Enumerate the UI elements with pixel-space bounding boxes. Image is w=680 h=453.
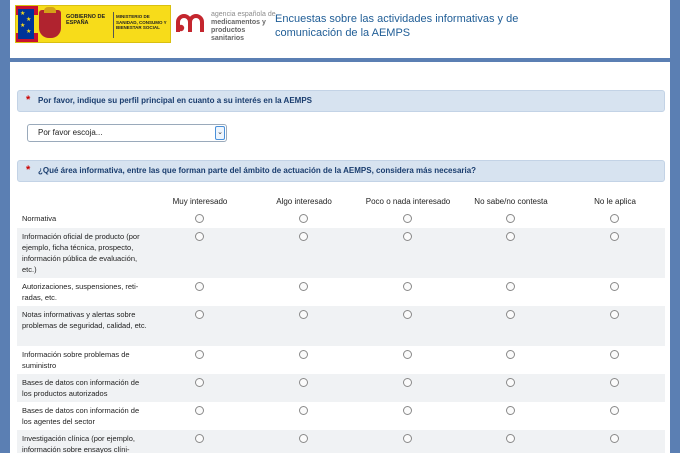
radio-option-5[interactable]	[610, 378, 619, 387]
matrix-header	[10, 197, 670, 209]
column-header: Algo interesado	[276, 197, 332, 206]
radio-option-1[interactable]	[195, 214, 204, 223]
required-mark: *	[26, 94, 31, 106]
question-text: ¿Qué área informativa, entre las que forman parte del ámbito de actuación de la AEMPS, considera más necesaria?	[38, 166, 477, 175]
matrix-row	[17, 402, 665, 430]
radio-option-1[interactable]	[195, 232, 204, 241]
aemps-line-1: agencia española de	[211, 11, 276, 18]
radio-option-4[interactable]	[506, 214, 515, 223]
matrix-row	[17, 210, 665, 228]
aemps-logo-text	[211, 11, 276, 43]
radio-option-2[interactable]	[299, 282, 308, 291]
profile-select-value: Por favor escoja...	[38, 128, 103, 137]
required-mark: *	[26, 164, 31, 176]
radio-option-2[interactable]	[299, 434, 308, 443]
radio-option-2[interactable]	[299, 310, 308, 319]
row-label: Bases de datos con información de los productos autorizados	[22, 378, 140, 398]
column-header: Poco o nada interesado	[365, 197, 451, 206]
survey-content	[10, 62, 670, 453]
radio-option-4[interactable]	[506, 434, 515, 443]
radio-option-2[interactable]	[299, 378, 308, 387]
radio-option-5[interactable]	[610, 282, 619, 291]
radio-option-3[interactable]	[403, 282, 412, 291]
radio-option-5[interactable]	[610, 434, 619, 443]
matrix-row	[17, 228, 665, 278]
profile-select[interactable]	[27, 124, 227, 142]
page-title: Encuestas sobre las actividades informativas y de comunicación de la AEMPS	[275, 13, 519, 39]
matrix-row	[17, 430, 665, 453]
column-header: No sabe/no contesta	[474, 197, 548, 206]
radio-option-4[interactable]	[506, 232, 515, 241]
row-label: Autorizaciones, suspensiones, reti-radas, etc.	[22, 282, 139, 302]
radio-option-5[interactable]	[610, 214, 619, 223]
radio-option-2[interactable]	[299, 214, 308, 223]
radio-option-2[interactable]	[299, 406, 308, 415]
logo-divider	[113, 12, 114, 38]
matrix-row	[17, 278, 665, 306]
radio-option-2[interactable]	[299, 350, 308, 359]
radio-option-4[interactable]	[506, 282, 515, 291]
matrix-row	[17, 374, 665, 402]
matrix-row	[17, 306, 665, 346]
matrix-row	[17, 346, 665, 374]
radio-option-3[interactable]	[403, 310, 412, 319]
radio-option-1[interactable]	[195, 406, 204, 415]
aemps-line-2: medicamentos y	[211, 19, 266, 26]
row-label: Bases de datos con información de los agentes del sector	[22, 406, 140, 426]
aemps-logo	[176, 10, 276, 40]
radio-option-3[interactable]	[403, 378, 412, 387]
radio-option-3[interactable]	[403, 350, 412, 359]
radio-option-3[interactable]	[403, 406, 412, 415]
radio-option-4[interactable]	[506, 406, 515, 415]
radio-option-3[interactable]	[403, 434, 412, 443]
chevron-down-icon[interactable]: ⌄	[215, 126, 225, 140]
radio-option-1[interactable]	[195, 434, 204, 443]
radio-option-1[interactable]	[195, 282, 204, 291]
page-header	[10, 0, 670, 58]
row-label: Información oficial de producto (por ejemplo, ficha técnica, prospecto, información pública de evaluación, etc.)	[22, 232, 140, 274]
aemps-line-3: productos sanitarios	[211, 27, 246, 42]
government-logo	[15, 5, 171, 43]
radio-option-4[interactable]	[506, 350, 515, 359]
gov-logo-text: GOBIERNO DE ESPAÑA	[66, 14, 106, 26]
column-header: No le aplica	[594, 197, 636, 206]
radio-option-5[interactable]	[610, 350, 619, 359]
radio-option-2[interactable]	[299, 232, 308, 241]
radio-option-4[interactable]	[506, 378, 515, 387]
radio-option-5[interactable]	[610, 232, 619, 241]
radio-option-4[interactable]	[506, 310, 515, 319]
radio-option-3[interactable]	[403, 232, 412, 241]
column-header: Muy interesado	[172, 197, 228, 206]
eu-stars-icon: ★ ★ ★ ★	[18, 9, 34, 39]
question-text: Por favor, indique su perfil principal en cuanto a su interés en la AEMPS	[38, 96, 312, 105]
coat-of-arms-icon	[39, 10, 61, 38]
row-label: Investigación clínica (por ejemplo, información sobre ensayos clíni-	[22, 434, 135, 453]
ministry-logo-text: MINISTERIO DE SANIDAD, CONSUMO Y BIENESTAR SOCIAL	[116, 14, 167, 30]
question-area	[17, 160, 665, 182]
radio-option-5[interactable]	[610, 310, 619, 319]
radio-option-1[interactable]	[195, 310, 204, 319]
radio-option-1[interactable]	[195, 378, 204, 387]
radio-option-5[interactable]	[610, 406, 619, 415]
radio-option-1[interactable]	[195, 350, 204, 359]
row-label: Notas informativas y alertas sobre problemas de seguridad, calidad, etc.	[22, 310, 147, 330]
row-label: Normativa	[22, 214, 57, 223]
row-label: Información sobre problemas de suministro	[22, 350, 130, 370]
aemps-mark-icon	[176, 13, 208, 33]
radio-option-3[interactable]	[403, 214, 412, 223]
question-profile	[17, 90, 665, 112]
